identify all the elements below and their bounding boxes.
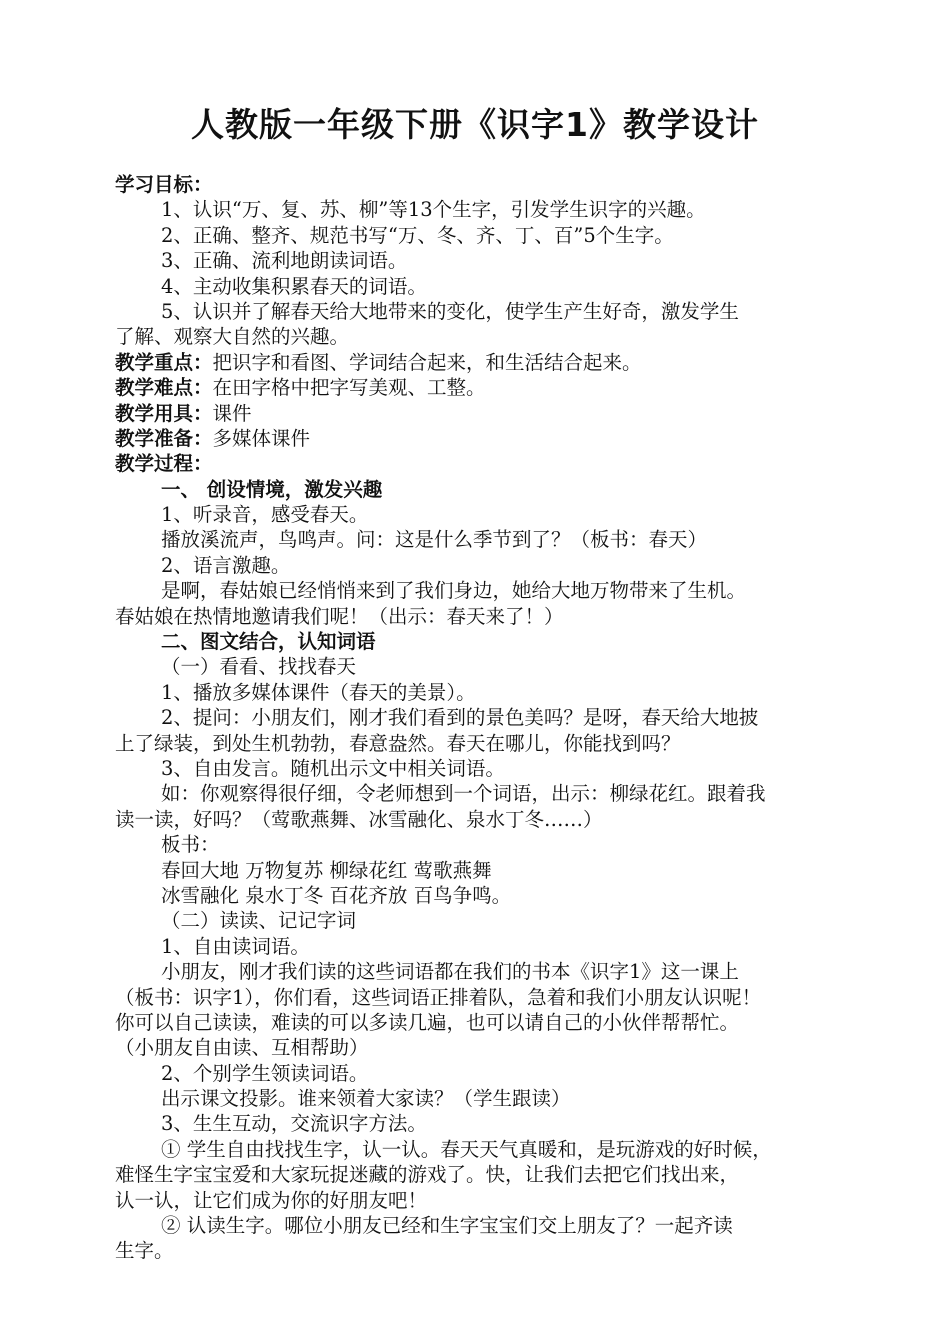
teaching-tools-text: 课件 <box>212 401 252 425</box>
section-1-heading: 一、 创设情境，激发兴趣 <box>161 477 383 501</box>
paragraph-line: 读一读，好吗？（莺歌燕舞、冰雪融化、泉水丁冬……） <box>115 807 603 831</box>
board-words-line: 冰雪融化 泉水丁冬 百花齐放 百鸟争鸣。 <box>161 883 512 907</box>
teaching-prep-text: 多媒体课件 <box>212 426 311 450</box>
paragraph-line: 生字。 <box>115 1239 174 1263</box>
paragraph-line: 1、自由读词语。 <box>161 934 310 958</box>
paragraph-line: 板书： <box>161 833 220 857</box>
objective-item-continuation: 了解、观察大自然的兴趣。 <box>115 325 350 349</box>
teaching-key-text: 把识字和看图、学词结合起来，和生活结合起来。 <box>212 350 642 374</box>
paragraph-line: 上了绿装，到处生机勃勃，春意盎然。春天在哪儿，你能找到吗？ <box>115 731 681 755</box>
teaching-tools <box>115 401 875 426</box>
objectives-heading: 学习目标： <box>115 173 213 196</box>
paragraph-line: 认一认，让它们成为你的好朋友吧！ <box>115 1188 428 1212</box>
teaching-difficulty-label: 教学难点： <box>115 376 213 400</box>
paragraph-line: 1、听录音，感受春天。 <box>161 503 369 527</box>
teaching-preparation <box>115 426 875 451</box>
teaching-difficulty-text: 在田字格中把字写美观、工整。 <box>212 376 486 400</box>
objective-item: 2、正确、整齐、规范书写“万、冬、齐、丁、百”5个生字。 <box>161 223 674 247</box>
document-body <box>115 172 875 1264</box>
objective-item: 5、认识并了解春天给大地带来的变化，使学生产生好奇，激发学生 <box>161 299 739 323</box>
paragraph-line: （小朋友自由读、互相帮助） <box>115 1036 369 1060</box>
paragraph-line: 是啊，春姑娘已经悄悄来到了我们身边，她给大地万物带来了生机。 <box>161 579 747 603</box>
teaching-key-label: 教学重点： <box>115 350 213 374</box>
paragraph-line: ① 学生自由找找生字，认一认。春天天气真暖和，是玩游戏的好时候， <box>161 1137 772 1161</box>
paragraph-line: 如：你观察得很仔细，令老师想到一个词语，出示：柳绿花红。跟着我 <box>161 782 766 806</box>
objective-item: 3、正确、流利地朗读词语。 <box>161 249 408 273</box>
objective-item: 4、主动收集积累春天的词语。 <box>161 274 427 298</box>
paragraph-line: 春姑娘在热情地邀请我们呢！（出示：春天来了！） <box>115 604 564 628</box>
board-words-line: 春回大地 万物复苏 柳绿花红 莺歌燕舞 <box>161 858 492 882</box>
paragraph-line: 出示课文投影。谁来领着大家读？（学生跟读） <box>161 1087 571 1111</box>
paragraph-line: （板书：识字1），你们看，这些词语正排着队，急着和我们小朋友认识呢！ <box>115 985 762 1009</box>
paragraph-line: 1、播放多媒体课件（春天的美景）。 <box>161 680 476 704</box>
paragraph-line: ② 认读生字。哪位小朋友已经和生字宝宝们交上朋友了？一起齐读 <box>161 1214 733 1238</box>
paragraph-line: 3、自由发言。随机出示文中相关词语。 <box>161 756 505 780</box>
teaching-prep-label: 教学准备： <box>115 426 213 450</box>
paragraph-line: 2、个别学生领读词语。 <box>161 1061 369 1085</box>
document-title: 人教版一年级下册《识字1》教学设计 <box>191 105 759 144</box>
paragraph-line: 难怪生字宝宝爱和大家玩捉迷藏的游戏了。快，让我们去把它们找出来， <box>115 1163 740 1187</box>
teaching-difficulty <box>115 375 875 400</box>
subsection-heading: （二）读读、记记字词 <box>161 909 357 933</box>
process-heading: 教学过程： <box>115 452 213 476</box>
objective-item: 1、认识“万、复、苏、柳”等13个生字，引发学生识字的兴趣。 <box>161 198 706 222</box>
paragraph-line: 你可以自己读读，难读的可以多读几遍，也可以请自己的小伙伴帮帮忙。 <box>115 1010 740 1034</box>
teaching-key-point <box>115 350 875 375</box>
subsection-heading: （一）看看、找找春天 <box>161 655 357 679</box>
paragraph-line: 播放溪流声，鸟鸣声。问：这是什么季节到了？（板书：春天） <box>161 528 708 552</box>
paragraph-line: 小朋友，刚才我们读的这些词语都在我们的书本《识字1》这一课上 <box>161 960 739 984</box>
section-2-heading: 二、图文结合，认知词语 <box>161 630 376 654</box>
teaching-tools-label: 教学用具： <box>115 401 213 425</box>
paragraph-line: 2、提问：小朋友们，刚才我们看到的景色美吗？是呀，春天给大地披 <box>161 706 759 730</box>
paragraph-line: 2、语言激趣。 <box>161 553 291 577</box>
paragraph-line: 3、生生互动，交流识字方法。 <box>161 1112 427 1136</box>
